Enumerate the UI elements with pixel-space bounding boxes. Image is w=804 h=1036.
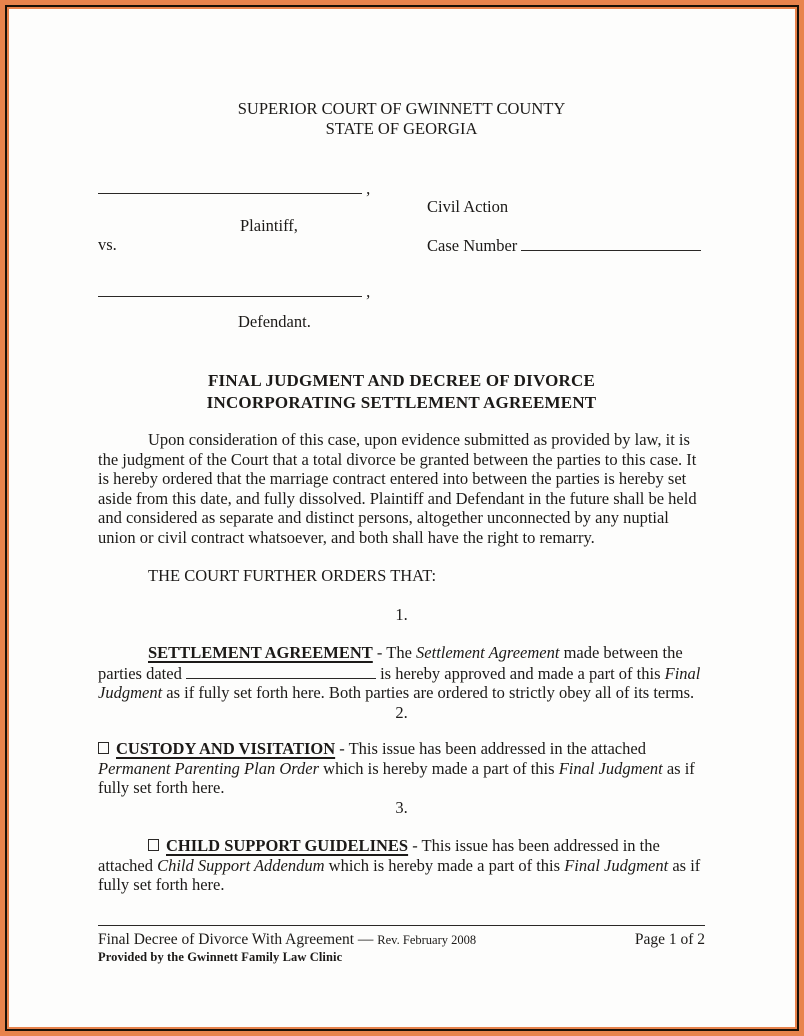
document-title: [98, 370, 705, 414]
section-number-3: 3.: [395, 797, 408, 817]
section-heading-custody: CUSTODY AND VISITATION: [116, 739, 336, 758]
section-child-support: [98, 836, 705, 895]
defendant-name-blank: [98, 281, 362, 297]
section2-text-1: - This issue has been addressed in the attached: [335, 739, 646, 758]
footer-separator: —: [357, 930, 374, 948]
section2-text-2: which is hereby made a part of this: [319, 758, 559, 778]
custody-checkbox-icon: [98, 742, 109, 754]
footer-row: [98, 931, 705, 949]
court-state: STATE OF GEORGIA: [325, 118, 478, 138]
page-footer: [98, 925, 705, 966]
document-page: [9, 9, 795, 1027]
section1-text-1: - The: [372, 643, 417, 662]
section3-text-3: as if fully set forth here.: [98, 855, 701, 894]
section3-italic-2: Final Judgment: [564, 855, 669, 875]
section2-italic-2: Final Judgment: [558, 758, 663, 778]
section-heading-settlement: SETTLEMENT AGREEMENT: [148, 643, 373, 662]
footer-doc-name: Final Decree of Divorce With Agreement: [98, 930, 355, 948]
section2-text-3: as if fully set forth here.: [98, 758, 695, 797]
section1-italic-2: Final Judgment: [98, 663, 701, 702]
section1-text-3: is hereby approved and made a part of this: [375, 663, 665, 683]
civil-action-label: Civil Action: [427, 197, 509, 216]
section-heading-child-support: CHILD SUPPORT GUIDELINES: [166, 836, 409, 855]
page-border-black: [5, 5, 799, 1031]
court-header: [98, 99, 705, 138]
section2-italic-1: Permanent Parenting Plan Order: [98, 758, 320, 778]
case-number-label: Case Number: [427, 236, 518, 255]
section3-italic-1: Child Support Addendum: [157, 855, 325, 875]
section-settlement-agreement: [98, 643, 705, 703]
footer-revision: Rev. February 2008: [377, 932, 477, 947]
footer-provided-by: Provided by the Gwinnett Family Law Clinic: [98, 949, 343, 964]
orders-heading: THE COURT FURTHER ORDERS THAT:: [148, 566, 437, 585]
document-title-line1: FINAL JUDGMENT AND DECREE OF DIVORCE: [207, 371, 596, 390]
intro-paragraph: Upon consideration of this case, upon evidence submitted as provided by law, it is the judgment of the Court that a total divorce be granted between the parties to this case. It is hereby ordered that the marriage contract entered into between the parties is hereby set aside from this date, and fully dissolved. Plaintiff and Defendant in the future shall be held and considered as separate and distinct persons, altogether unconnected by any nuptial union or civil contract whatsoever, and both shall have the right to remarry.: [98, 430, 697, 547]
document-title-line2: INCORPORATING SETTLEMENT AGREEMENT: [206, 393, 597, 412]
section-custody-visitation: [98, 739, 705, 798]
vs-label: vs.: [98, 235, 117, 254]
section1-italic-1: Settlement Agreement: [416, 643, 560, 662]
plaintiff-name-comma: ,: [366, 179, 371, 198]
section3-text-2: which is hereby made a part of this: [324, 855, 565, 875]
section1-text-2: made between the parties dated: [98, 643, 683, 683]
footer-page-number: Page 1 of 2: [634, 930, 705, 948]
plaintiff-name-blank: [98, 178, 362, 194]
defendant-name-row: [98, 281, 370, 302]
section1-text-4: as if fully set forth here. Both parties are ordered to strictly obey all of its terms.: [162, 683, 695, 702]
child-support-checkbox-icon: [148, 839, 159, 851]
defendant-label: Defendant.: [238, 312, 311, 331]
case-number-blank: [521, 235, 701, 251]
section-number-1: 1.: [395, 604, 408, 624]
case-caption: [98, 178, 705, 338]
case-number-row: [427, 235, 701, 256]
agreement-date-blank: [186, 663, 376, 679]
page-border-inner: [7, 7, 797, 1029]
section-number-2: 2.: [395, 702, 408, 722]
plaintiff-name-row: [98, 178, 370, 199]
court-name: SUPERIOR COURT OF GWINNETT COUNTY: [237, 99, 566, 118]
section3-text-1: - This issue has been addressed in the attached: [98, 836, 660, 875]
footer-doc-info: [98, 931, 476, 949]
defendant-name-comma: ,: [366, 282, 371, 301]
plaintiff-label: Plaintiff,: [240, 216, 298, 235]
